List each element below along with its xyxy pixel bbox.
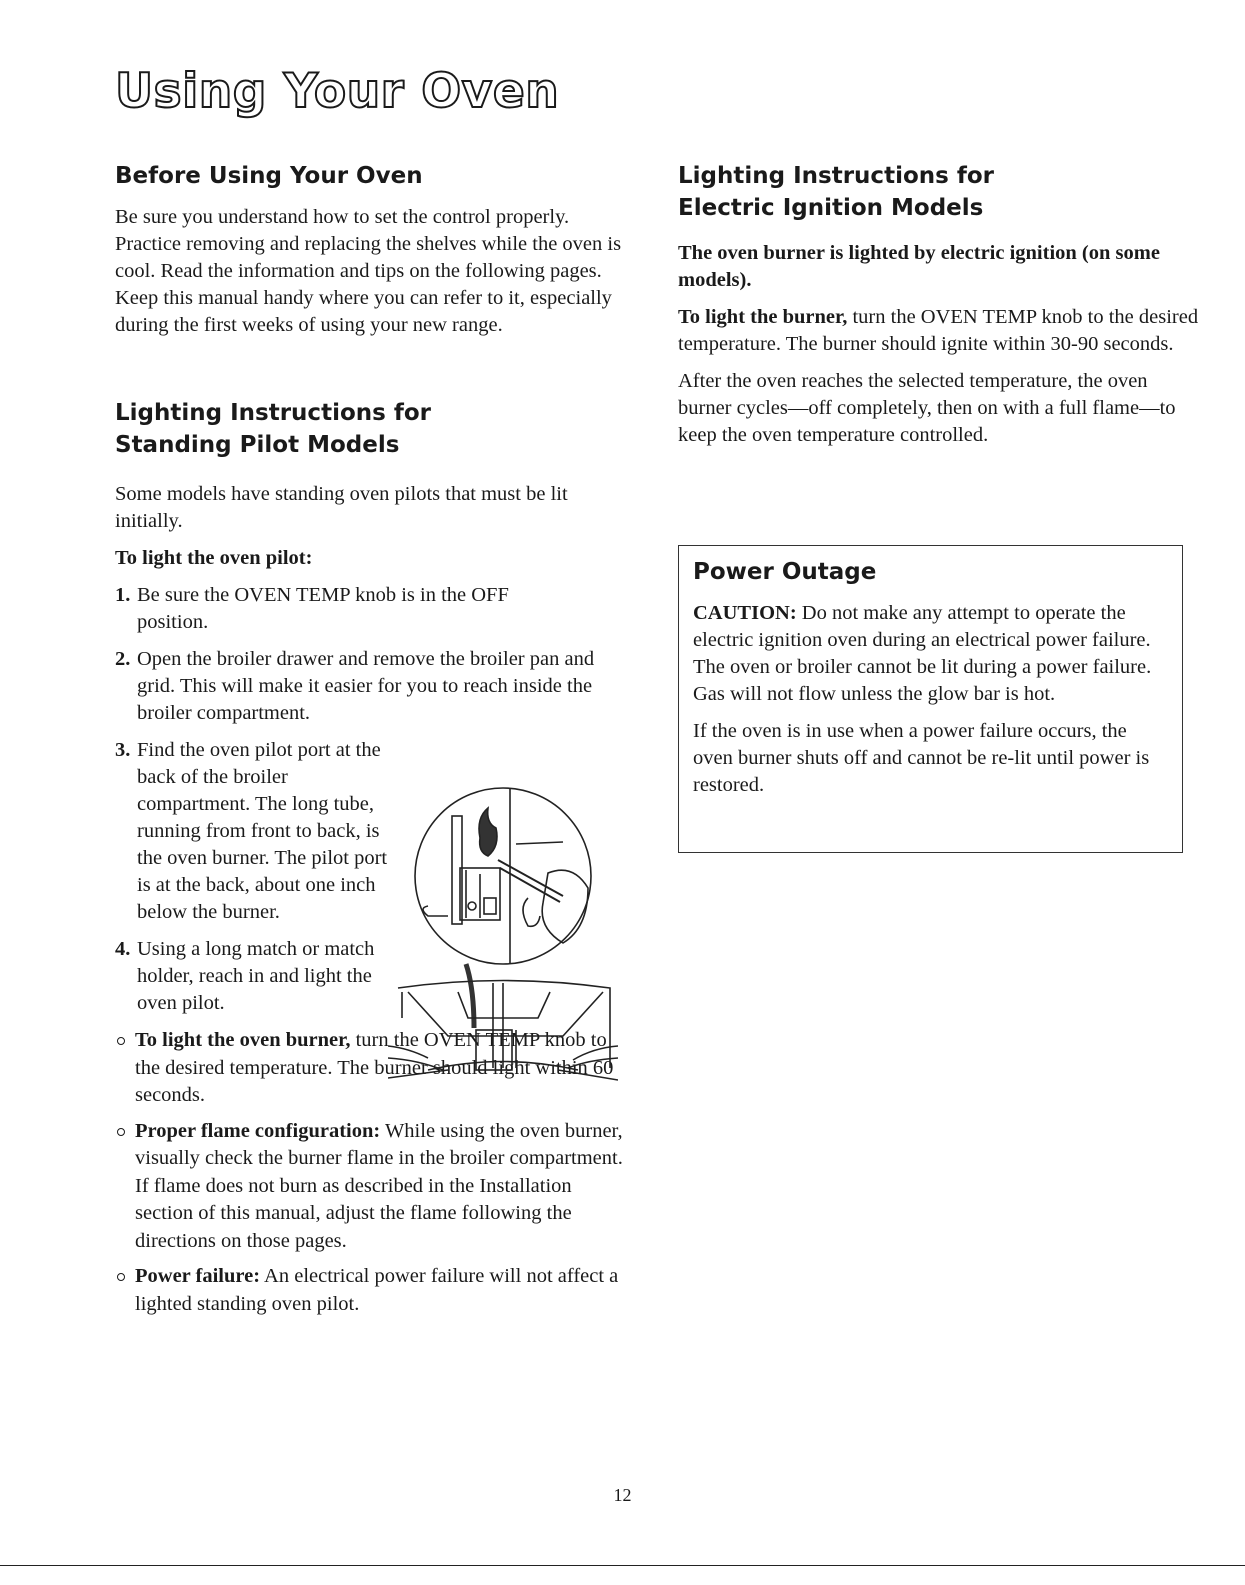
power-outage-box [678,545,1183,853]
step-4-text: Using a long match or match holder, reach in and light the oven pilot. [137,938,375,1014]
standing-pilot-subhead: To light the oven pilot: [115,547,313,569]
step-2 [115,646,607,727]
step-4 [115,936,382,1017]
right-column [678,160,1203,449]
before-text: Be sure you understand how to set the control properly. Practice removing and replacing the shelves while the oven is cool. Read the information and tips on the following pages. Keep this manual handy where you can refer to it, especially during the first weeks of using your new range. [115,206,622,336]
page-bottom-rule [0,1565,1245,1566]
standing-pilot-intro: Some models have standing oven pilots that must be lit initially. [115,483,568,532]
before-heading: Before Using Your Oven [115,163,423,189]
step-4-number: 4. [115,938,131,960]
page-number: 12 [613,1485,632,1505]
power-outage-heading: Power Outage [693,559,877,585]
bullet-light-burner: To light the oven burner, turn the OVEN TEMP knob to the desired temperature. The burner should light within 60 seconds. [115,1027,625,1110]
bullet-dot-icon [117,1128,125,1136]
step-1-number: 1. [115,584,131,606]
standing-pilot-heading-line1: Lighting Instructions for [115,400,431,426]
magnify-circle [415,788,591,964]
electric-ignition-intro: The oven burner is lighted by electric ignition (on some models). [678,242,1160,291]
electric-ignition-p2: After the oven reaches the selected temperature, the oven burner cycles—off completely, then on with a full flame—to keep the oven temperature controlled. [678,370,1176,446]
power-outage-caution: CAUTION: Do not make any attempt to operate the electric ignition oven during an electrical power failure. The oven or broiler cannot be lit during a power failure. Gas will not flow unless the glow bar is hot. [693,602,1152,705]
step-3-text: Find the oven pilot port at the back of the broiler compartment. The long tube, running from front to back, is the oven burner. The pilot port is at the back, about one inch below the burner. [137,739,388,923]
electric-ignition-heading-line2: Electric Ignition Models [678,195,984,221]
bullet-flame-config: Proper flame configuration: While using the oven burner, visually check the burner flame in the broiler compartment. If flame does not burn as described in the Installation section of this manual, adjust the flame following the directions on those pages. [115,1118,625,1256]
left-column [115,160,635,1326]
step-3 [115,737,399,926]
step-1 [115,582,537,636]
electric-ignition-heading-line1: Lighting Instructions for [678,163,994,189]
step-2-number: 2. [115,648,131,670]
electric-ignition-p1: To light the burner, turn the OVEN TEMP knob to the desired temperature. The burner should ignite within 30-90 seconds. [678,306,1199,355]
power-outage-p2: If the oven is in use when a power failure occurs, the oven burner shuts off and cannot be re-lit until power is restored. [693,720,1150,796]
step-3-number: 3. [115,739,131,761]
standing-pilot-heading [115,397,635,461]
electric-ignition-heading [678,160,1203,224]
page-title: Using Your Oven [115,64,560,119]
bullet-dot-icon [117,1273,125,1281]
step-2-text: Open the broiler drawer and remove the broiler pan and grid. This will make it easier for you to reach inside the broiler compartment. [137,648,595,724]
bullet-power-failure: Power failure: An electrical power failure will not affect a lighted standing oven pilot. [115,1263,625,1318]
step-1-text: Be sure the OVEN TEMP knob is in the OFF position. [137,584,509,633]
pilot-port-diagram [388,778,618,1083]
bullet-dot-icon [117,1037,125,1045]
standing-pilot-heading-line2: Standing Pilot Models [115,432,400,458]
